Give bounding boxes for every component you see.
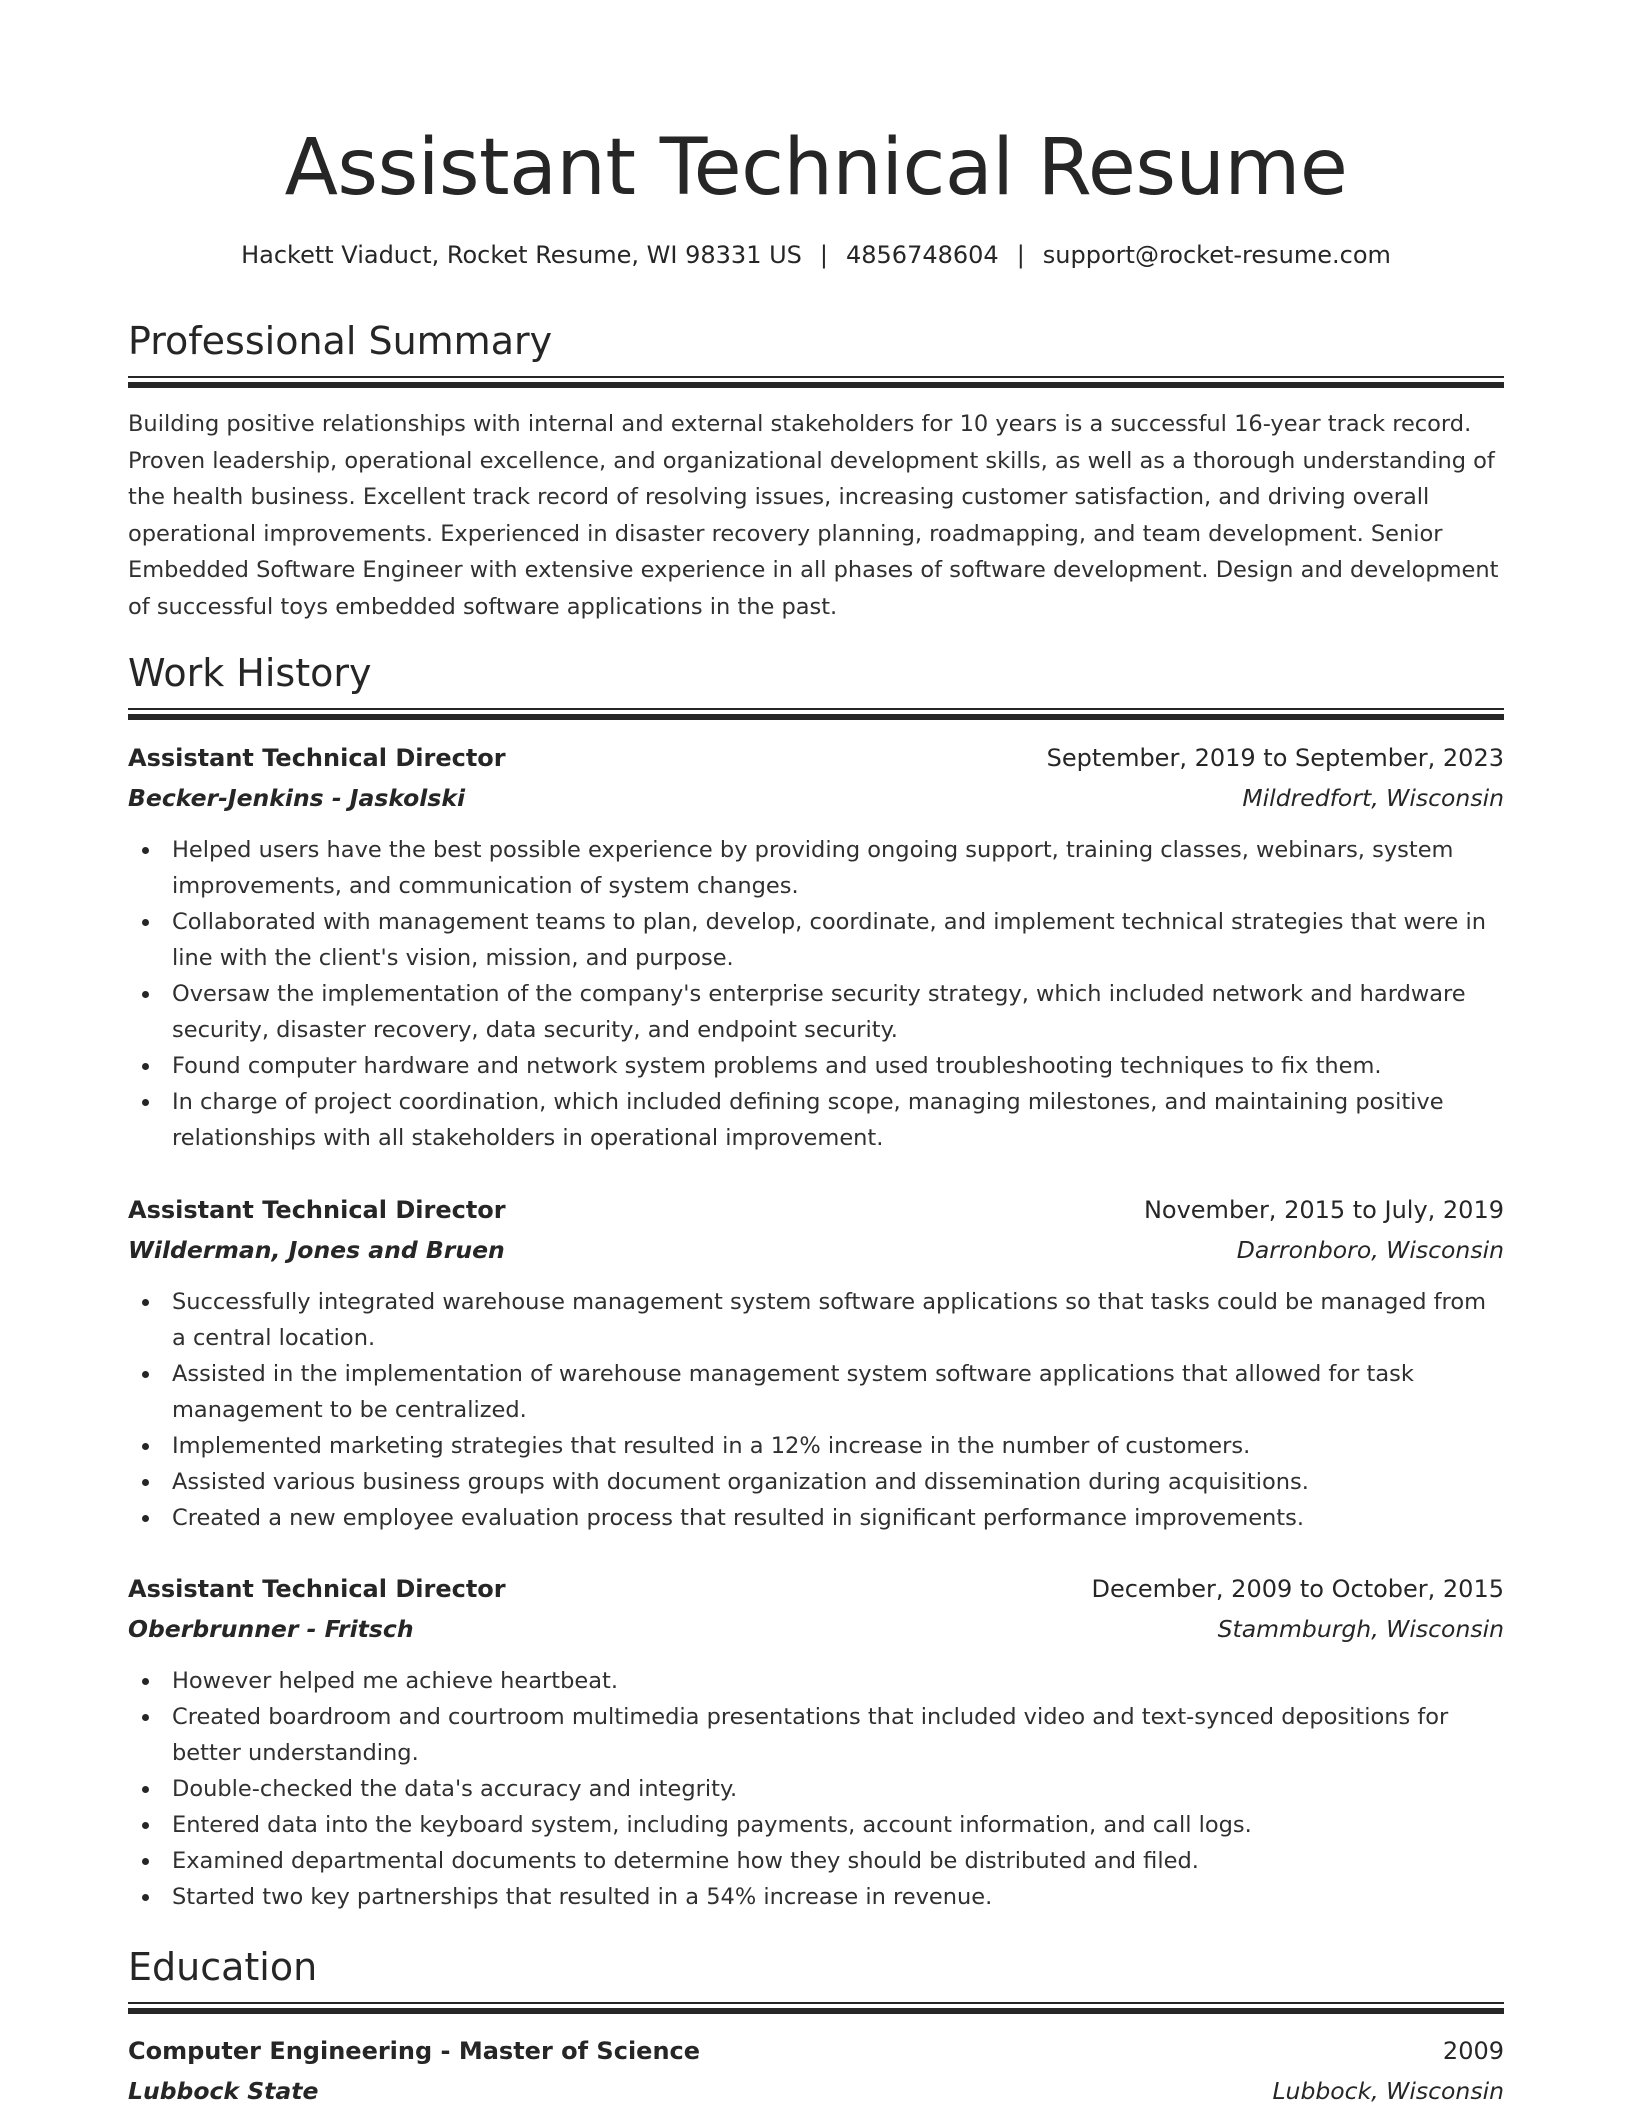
- section-heading-work-history: Work History: [128, 651, 372, 695]
- job-location: Stammburgh, Wisconsin: [1217, 1615, 1504, 1643]
- job-bullet: Started two key partnerships that resulted in a 54% increase in revenue.: [172, 1879, 1504, 1915]
- job-entry: [128, 1190, 1504, 1536]
- work-history-section: [128, 648, 1504, 720]
- education-degree: Computer Engineering - Master of Science: [128, 2037, 701, 2065]
- job-bullet: Oversaw the implementation of the company's enterprise security strategy, which included network and hardware security, disaster recovery, data security, and endpoint security.: [172, 976, 1504, 1048]
- job-bullet: In charge of project coordination, which included defining scope, managing milestones, and maintaining positive relationships with all stakeholders in operational improvement.: [172, 1084, 1504, 1156]
- contact-line: [128, 238, 1504, 272]
- contact-separator: |: [1016, 241, 1025, 269]
- job-bullet: Successfully integrated warehouse management system software applications so that tasks could be managed from a central location.: [172, 1284, 1504, 1356]
- education-entry: [128, 2031, 1504, 2111]
- education-location: Lubbock, Wisconsin: [1272, 2077, 1504, 2105]
- job-bullet: Found computer hardware and network system problems and used troubleshooting techniques to fix them.: [172, 1048, 1504, 1084]
- job-dates: December, 2009 to October, 2015: [1091, 1575, 1504, 1603]
- job-company: Becker-Jenkins - Jaskolski: [128, 784, 466, 812]
- contact-address: Hackett Viaduct, Rocket Resume, WI 98331 US: [241, 241, 802, 269]
- job-bullet: Assisted in the implementation of warehouse management system software applications that allowed for task management to be centralized.: [172, 1356, 1504, 1428]
- job-entry: [128, 738, 1504, 1156]
- job-bullet: Entered data into the keyboard system, including payments, account information, and call logs.: [172, 1807, 1504, 1843]
- section-divider-thick: [128, 2008, 1504, 2014]
- job-location: Darronboro, Wisconsin: [1236, 1236, 1504, 1264]
- job-bullet: Helped users have the best possible experience by providing ongoing support, training classes, webinars, system improvements, and communication of system changes.: [172, 832, 1504, 904]
- section-divider: [128, 376, 1504, 378]
- contact-separator: |: [819, 241, 828, 269]
- job-company: Wilderman, Jones and Bruen: [128, 1236, 505, 1264]
- job-bullet: Assisted various business groups with document organization and dissemination during acquisitions.: [172, 1464, 1504, 1500]
- job-subheader-row: [128, 778, 1504, 818]
- job-title: Assistant Technical Director: [128, 1575, 506, 1603]
- section-divider: [128, 708, 1504, 710]
- job-bullet-list: [128, 1663, 1504, 1915]
- section-heading-summary: Professional Summary: [128, 319, 553, 363]
- job-header-row: [128, 1190, 1504, 1230]
- education-header-row: [128, 2031, 1504, 2071]
- section-divider: [128, 2002, 1504, 2004]
- job-bullet-list: [128, 832, 1504, 1156]
- job-header-row: [128, 738, 1504, 778]
- education-subheader-row: [128, 2071, 1504, 2111]
- section-heading-education: Education: [128, 1945, 318, 1989]
- job-bullet: Collaborated with management teams to plan, develop, coordinate, and implement technical strategies that were in line with the client's vision, mission, and purpose.: [172, 904, 1504, 976]
- job-subheader-row: [128, 1609, 1504, 1649]
- job-dates: November, 2015 to July, 2019: [1143, 1196, 1504, 1224]
- summary-section: [128, 316, 1504, 625]
- contact-email[interactable]: support@rocket-resume.com: [1042, 241, 1391, 269]
- job-bullet: Double-checked the data's accuracy and integrity.: [172, 1771, 1504, 1807]
- education-year: 2009: [1442, 2037, 1504, 2065]
- job-bullet: Implemented marketing strategies that resulted in a 12% increase in the number of customers.: [172, 1428, 1504, 1464]
- job-title: Assistant Technical Director: [128, 1196, 506, 1224]
- job-bullet: Created boardroom and courtroom multimedia presentations that included video and text-synced depositions for better understanding.: [172, 1699, 1504, 1771]
- job-location: Mildredfort, Wisconsin: [1242, 784, 1504, 812]
- job-entry: [128, 1569, 1504, 1915]
- job-bullet: Created a new employee evaluation process that resulted in significant performance improvements.: [172, 1500, 1504, 1536]
- section-divider-thick: [128, 714, 1504, 720]
- job-dates: September, 2019 to September, 2023: [1046, 744, 1504, 772]
- job-bullet-list: [128, 1284, 1504, 1536]
- section-divider-thick: [128, 382, 1504, 388]
- resume-title: Assistant Technical Resume: [284, 123, 1348, 213]
- summary-text: Building positive relationships with internal and external stakeholders for 10 years is a successful 16-year track record. Proven leadership, operational excellence, and organizational development skills, as well as a thorough understanding of the health business. Excellent track record of resolving issues, increasing customer satisfaction, and driving overall operational improvements. Experienced in disaster recovery planning, roadmapping, and team development. Senior Embedded Software Engineer with extensive experience in all phases of software development. Design and development of successful toys embedded software applications in the past.: [128, 411, 1499, 620]
- education-section: [128, 1942, 1504, 2014]
- job-subheader-row: [128, 1230, 1504, 1270]
- contact-phone: 4856748604: [846, 241, 999, 269]
- job-header-row: [128, 1569, 1504, 1609]
- job-company: Oberbrunner - Fritsch: [128, 1615, 414, 1643]
- education-school: Lubbock State: [128, 2077, 319, 2105]
- job-title: Assistant Technical Director: [128, 744, 506, 772]
- job-bullet: Examined departmental documents to determine how they should be distributed and filed.: [172, 1843, 1504, 1879]
- job-bullet: However helped me achieve heartbeat.: [172, 1663, 1504, 1699]
